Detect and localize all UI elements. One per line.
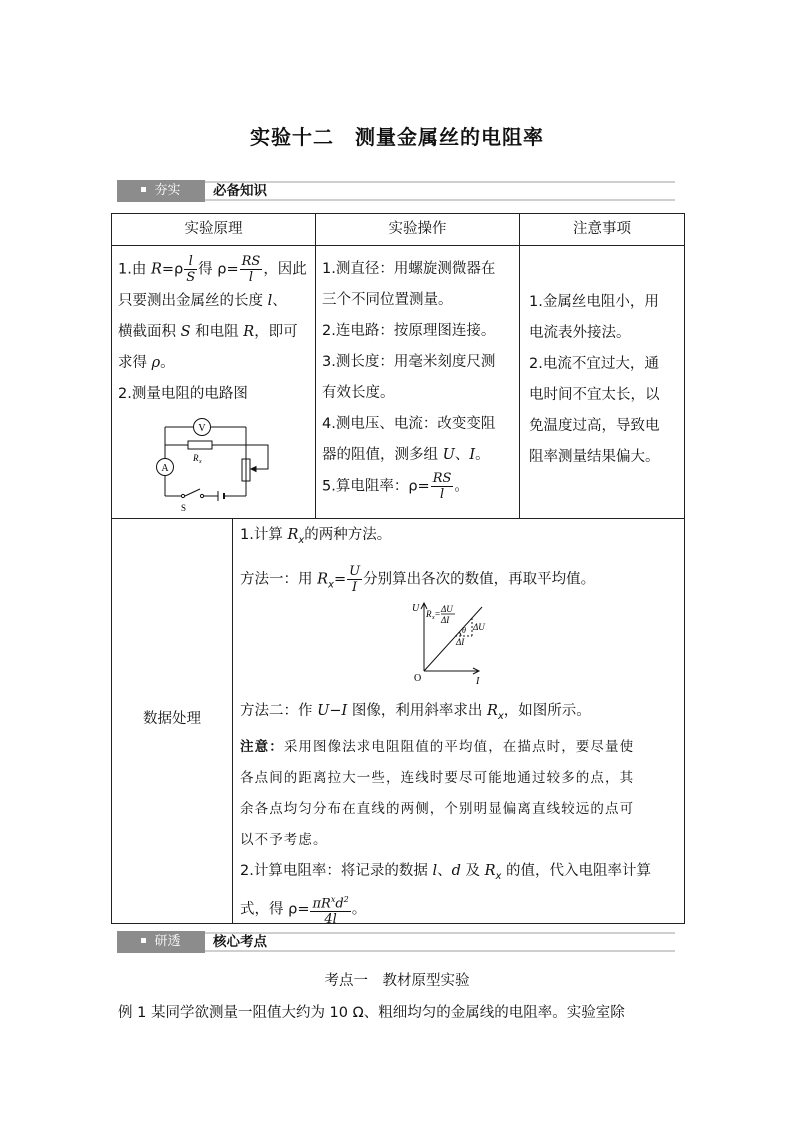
section-heading: 考点一 教材原型实验 — [324, 973, 470, 989]
svg-text:ΔI: ΔI — [441, 615, 450, 625]
section-label: 核心考点 — [213, 934, 267, 950]
svg-text:ΔU: ΔU — [441, 604, 453, 614]
section-tag — [117, 931, 205, 953]
circuit-diagram — [148, 409, 308, 514]
page-title: 实验十二 测量金属丝的电阻率 — [250, 125, 544, 149]
svg-text:U: U — [412, 603, 420, 614]
svg-text:θ: θ — [462, 626, 466, 635]
section-tag-text: 夯实 — [154, 183, 181, 198]
svg-text:V: V — [198, 423, 206, 434]
ui-graph — [410, 599, 510, 689]
section-tag-text: 研透 — [154, 934, 181, 949]
svg-text:O: O — [414, 673, 422, 684]
section-label: 必备知识 — [213, 183, 267, 199]
header-operation: 实验操作 — [388, 221, 447, 237]
svg-text:R: R — [426, 609, 432, 619]
data-processing-text-2: 方法二：作 U−I 图像，利用斜率求出 $R_x$，如图所示。 注意：采用图像法求电阻阻值的平均值，在描点时，要尽量使 各点间的距离拉大一些，连线时要尽可能地通过较多的点，其 余各点均匀分布在直线的两侧，个别明显偏离直线较远的点可 以不予考虑。 2.计算电阻率：将记录的数据 l、d 及 $R_x$ 的值，代入电阻率计算 式，得 ρ= $\frac{\pi R^xd^2}{4l}$ 。 — [240, 703, 652, 928]
svg-text:S: S — [181, 503, 187, 513]
section-tag — [117, 180, 205, 202]
svg-text:ΔU: ΔU — [473, 622, 485, 632]
svg-text:ΔI: ΔI — [456, 637, 465, 647]
data-processing-text: 1.计算 $R_x$的两种方法。 方法一：用 $R_x=$ $\frac{U}{I}$ 分别算出各次的数值，再取平均值。 — [240, 527, 596, 595]
header-notes: 注意事项 — [573, 221, 631, 237]
knowledge-table — [111, 213, 685, 928]
example-paragraph: 例 1 某同学欲测量一阻值大约为 10 Ω、粗细均匀的金属线的电阻率。实验室除 — [118, 1005, 625, 1021]
svg-text:R: R — [193, 453, 199, 463]
section-bar-basics — [117, 180, 675, 202]
operation-text: 1.测直径：用螺旋测微器在 三个不同位置测量。 2.连电路：按原理图连接。 3.测长度：用毫米刻度尺测 有效长度。 4.测电压、电流：改变变阻 器的阻值，测多组 U、I。 5.算电阻率：ρ= $\frac{RS}{l}$ 。 — [322, 261, 496, 502]
svg-text:=: = — [435, 609, 441, 619]
svg-text:x: x — [432, 615, 435, 621]
svg-text:A: A — [161, 463, 169, 474]
header-principle: 实验原理 — [184, 221, 243, 237]
principle-text: 1.由 R=ρ $\frac{l}{S}$ 得 ρ= $\frac{RS}{l}$ ，因此 只要测出金属丝的长度 l、 横截面积 S 和电阻 R，即可 求得 ρ。 2.测量电阻的电路图 — [118, 254, 307, 402]
notes-text: 1.金属丝电阻小，用 电流表外接法。 2.电流不宜过大，通 电时间不宜太长，以 免温度过高，导致电 阻率测量结果偏大。 — [529, 294, 660, 465]
svg-text:x: x — [199, 459, 202, 465]
section-bar-key-points — [117, 931, 675, 953]
data-processing-label: 数据处理 — [143, 711, 201, 727]
svg-text:I: I — [476, 676, 480, 687]
